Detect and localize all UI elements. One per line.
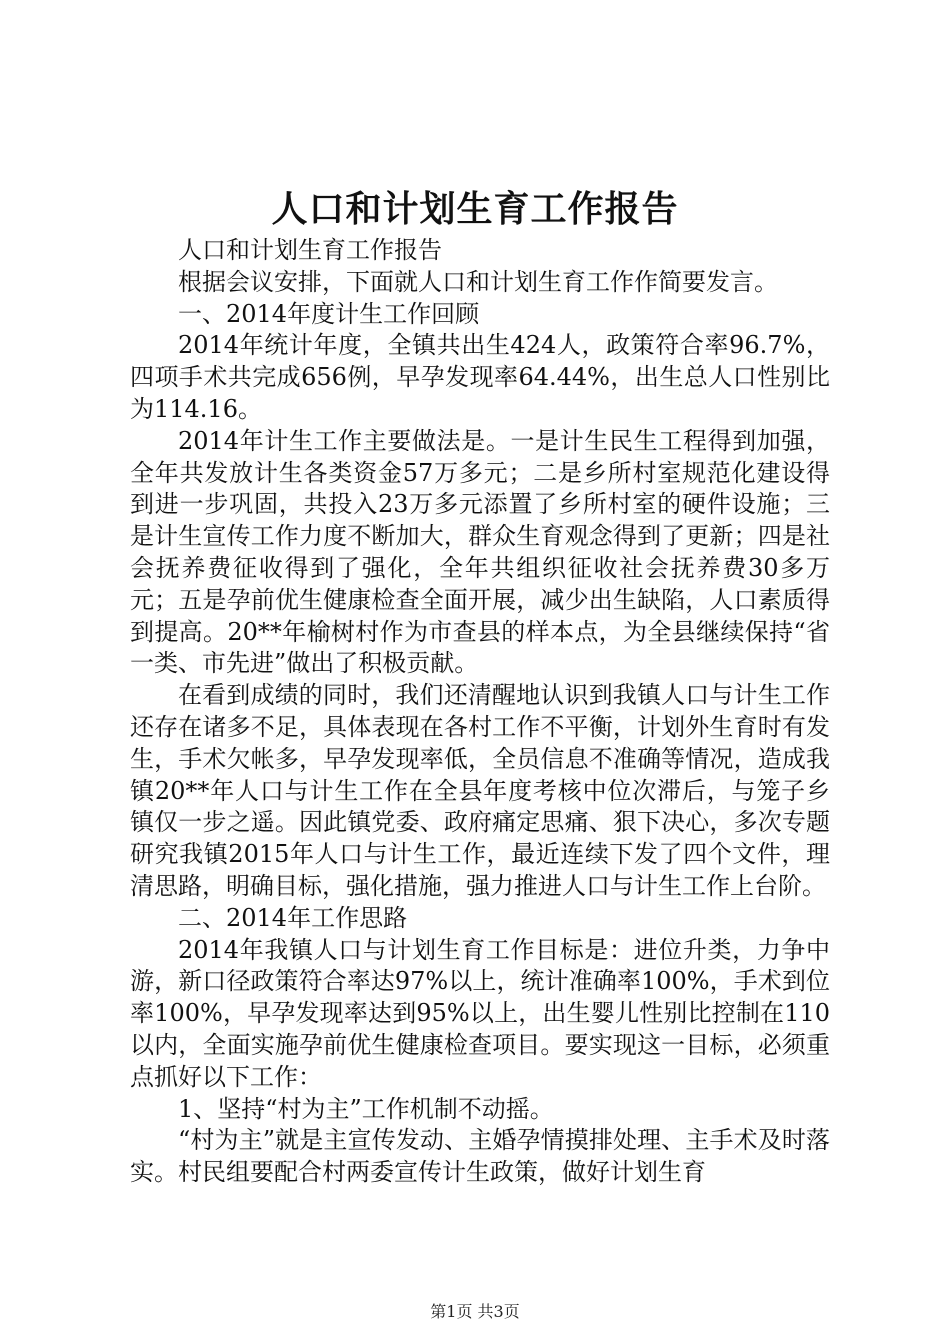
document-body [130,235,830,1189]
paragraph-goals: 2014年我镇人口与计划生育工作目标是：进位升类，力争中游，新口径政策符合率达97%以上，统计准确率100%，手术到位率100%，早孕发现率达到95%以上，出生婴儿性别比控制在110以内，全面实施孕前优生健康检查项目。要实现这一目标，必须重点抓好以下工作： [130,935,830,1091]
paragraph-shortcomings: 在看到成绩的同时，我们还清醒地认识到我镇人口与计生工作还存在诸多不足，具体表现在各村工作不平衡，计划外生育时有发生，手术欠帐多，早孕发现率低，全员信息不准确等情况，造成我镇20**年人口与计生工作在全县年度考核中位次滞后，与笼子乡镇仅一步之遥。因此镇党委、政府痛定思痛、狠下决心，多次专题研究我镇2015年人口与计生工作，最近连续下发了四个文件，理清思路，明确目标，强化措施，强力推进人口与计生工作上台阶。 [130,681,830,900]
section-heading-plan: 二、2014年工作思路 [178,903,408,932]
item-heading-village: 1、坚持“村为主”工作机制不动摇。 [178,1094,554,1123]
paragraph-village-mechanism: “村为主”就是主宣传发动、主婚孕情摸排处理、主手术及时落实。村民组要配合村两委宣传计生政策，做好计划生育 [130,1126,830,1187]
paragraph-statistics: 2014年统计年度，全镇共出生424人，政策符合率96.7%，四项手术共完成656例，早孕发现率64.44%，出生总人口性别比为114.16。 [130,331,830,423]
document-title: 人口和计划生育工作报告 [271,188,679,230]
paragraph-subtitle: 人口和计划生育工作报告 [178,236,442,264]
paragraph-intro: 根据会议安排，下面就人口和计划生育工作作简要发言。 [178,267,778,296]
page-indicator: 第1页 共3页 [430,1302,520,1321]
paragraph-main-practices: 2014年计生工作主要做法是。一是计生民生工程得到加强，全年共发放计生各类资金57万多元；二是乡所村室规范化建设得到进一步巩固，共投入23万多元添置了乡所村室的硬件设施；三是计生宣传工作力度不断加大，群众生育观念得到了更新；四是社会抚养费征收得到了强化，全年共组织征收社会抚养费30多万元；五是孕前优生健康检查全面开展，减少出生缺陷，人口素质得到提高。20**年榆树村作为市查县的样本点，为全县继续保持“省一类、市先进”做出了积极贡献。 [130,426,830,678]
section-heading-review: 一、2014年度计生工作回顾 [178,299,480,328]
